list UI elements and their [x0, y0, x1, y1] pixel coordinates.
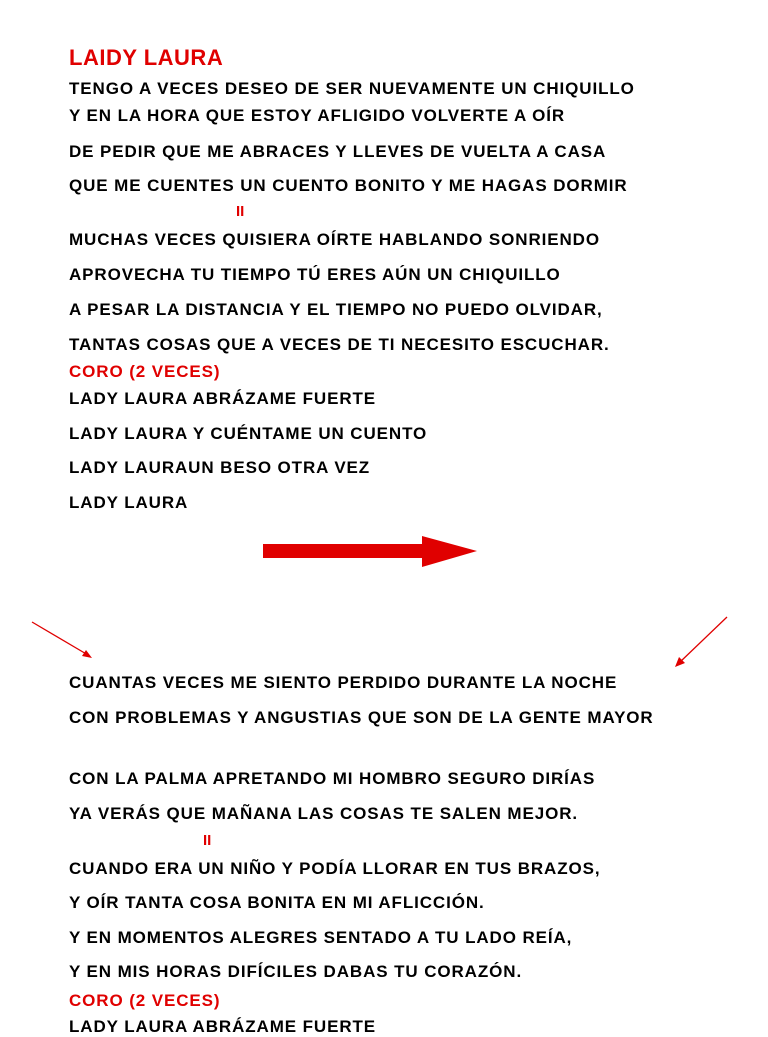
chorus-line: LADY LAURA [69, 493, 189, 512]
lyric-line: TENGO A VECES DESEO DE SER NUEVAMENTE UN CHIQUILLO [69, 79, 635, 98]
lyric-line: MUCHAS VECES QUISIERA OÍRTE HABLANDO SONRIENDO [69, 230, 600, 249]
down-right-arrow-icon [32, 622, 92, 658]
lyric-line: CON PROBLEMAS Y ANGUSTIAS QUE SON DE LA GENTE MAYOR [69, 708, 654, 727]
lyric-line: Y EN LA HORA QUE ESTOY AFLIGIDO VOLVERTE A OÍR [69, 106, 566, 125]
lyric-line: A PESAR LA DISTANCIA Y EL TIEMPO NO PUEDO OLVIDAR, [69, 300, 603, 319]
lyric-line: CON LA PALMA APRETANDO MI HOMBRO SEGURO DIRÍAS [69, 769, 596, 788]
section-marker: II [236, 203, 245, 220]
lyric-line: Y EN MIS HORAS DIFÍCILES DABAS TU CORAZÓN. [69, 962, 523, 981]
section-marker: II [203, 832, 212, 849]
chorus-line: LADY LAURAUN BESO OTRA VEZ [69, 458, 371, 477]
down-left-arrow-icon [675, 617, 727, 667]
chorus-line: LADY LAURA ABRÁZAME FUERTE [69, 389, 377, 408]
lyric-line: CUANTAS VECES ME SIENTO PERDIDO DURANTE LA NOCHE [69, 673, 618, 692]
right-arrow-icon [263, 536, 477, 567]
lyric-line: YA VERÁS QUE MAÑANA LAS COSAS TE SALEN MEJOR. [69, 804, 579, 823]
chorus-line: LADY LAURA ABRÁZAME FUERTE [69, 1017, 377, 1036]
lyric-line: CUANDO ERA UN NIÑO Y PODÍA LLORAR EN TUS BRAZOS, [69, 859, 601, 878]
song-title: LAIDY LAURA [69, 45, 224, 70]
lyric-line: QUE ME CUENTES UN CUENTO BONITO Y ME HAGAS DORMIR [69, 176, 628, 195]
chorus-line: LADY LAURA Y CUÉNTAME UN CUENTO [69, 424, 428, 443]
lyric-line: TANTAS COSAS QUE A VECES DE TI NECESITO ESCUCHAR. [69, 335, 610, 354]
lyric-line: APROVECHA TU TIEMPO TÚ ERES AÚN UN CHIQUILLO [69, 265, 561, 284]
lyric-line: Y EN MOMENTOS ALEGRES SENTADO A TU LADO REÍA, [69, 928, 573, 947]
lyric-line: Y OÍR TANTA COSA BONITA EN MI AFLICCIÓN. [69, 893, 485, 912]
lyric-line: DE PEDIR QUE ME ABRACES Y LLEVES DE VUELTA A CASA [69, 142, 607, 161]
chorus-label: CORO (2 VECES) [69, 991, 221, 1010]
chorus-label: CORO (2 VECES) [69, 362, 221, 381]
